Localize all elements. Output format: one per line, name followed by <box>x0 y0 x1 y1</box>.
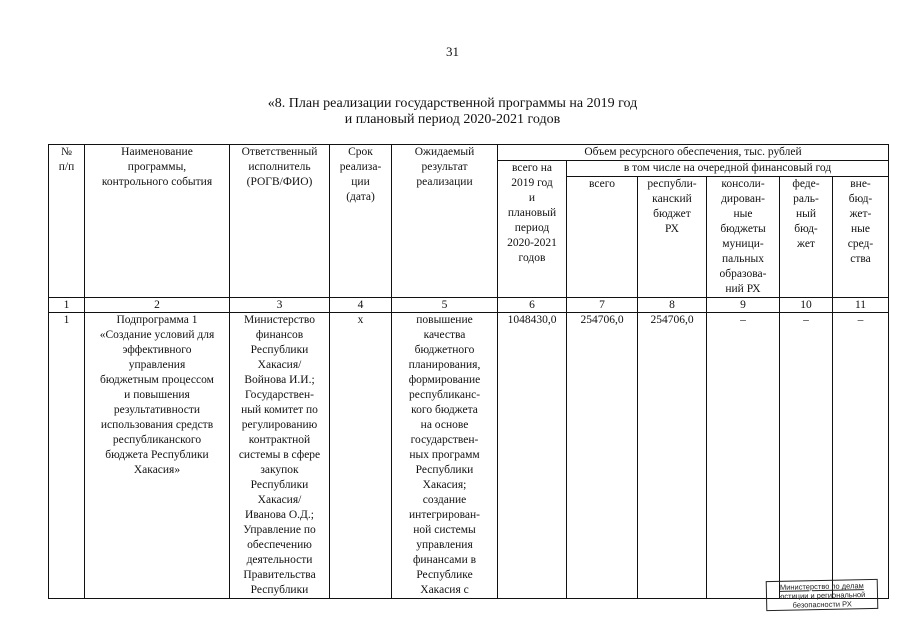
column-number: 4 <box>330 298 392 313</box>
row-result: повышение качества бюджетного планирования, формирование республиканс- кого бюджета на основе государствен- ных программ Республики Хакасия; создание интегрирован- ной системы управления финансами в Республике Хакасия с <box>392 313 498 599</box>
header-federal: феде- раль- ный бюд- жет <box>780 177 833 298</box>
title-line-2: и плановый период 2020-2021 годов <box>344 112 561 127</box>
row-extra: – <box>833 313 889 599</box>
column-number-row <box>49 298 889 313</box>
header-row-1 <box>49 145 889 161</box>
plan-table <box>48 144 889 599</box>
column-number: 11 <box>833 298 889 313</box>
header-total-all: всего на 2019 год и плановый период 2020-2021 годов <box>498 161 567 298</box>
column-number: 10 <box>780 298 833 313</box>
row-total-all: 1048430,0 <box>498 313 567 599</box>
row-name: Подпрограмма 1 «Создание условий для эффективного управления бюджетным процессом и повышения результативности использования средств республиканского бюджета Республики Хакасия» <box>85 313 230 599</box>
column-number: 6 <box>498 298 567 313</box>
header-result: Ожидаемый результат реализации <box>392 145 498 298</box>
document-title <box>0 96 905 128</box>
column-number: 2 <box>85 298 230 313</box>
header-num: № п/п <box>49 145 85 298</box>
row-num: 1 <box>49 313 85 599</box>
header-consolidated: консоли- дирован- ные бюджеты муници- пальных образова- ний РХ <box>707 177 780 298</box>
column-number: 1 <box>49 298 85 313</box>
header-incl-year: в том числе на очередной финансовый год <box>567 161 889 177</box>
header-name: Наименование программы, контрольного события <box>85 145 230 298</box>
row-total: 254706,0 <box>567 313 638 599</box>
header-responsible: Ответственный исполнитель (РОГВ/ФИО) <box>230 145 330 298</box>
page-number: 31 <box>446 44 459 59</box>
column-number: 7 <box>567 298 638 313</box>
stamp-line-2: юстиции и региональной <box>778 590 866 601</box>
table-row <box>49 313 889 599</box>
row-federal: – <box>780 313 833 599</box>
row-term: х <box>330 313 392 599</box>
header-term: Срок реализа- ции (дата) <box>330 145 392 298</box>
column-number: 8 <box>638 298 707 313</box>
header-funding: Объем ресурсного обеспечения, тыс. рублей <box>498 145 889 161</box>
row-responsible: Министерство финансов Республики Хакасия/ Войнова И.И.; Государствен- ный комитет по регулированию контрактной системы в сфере закупок Республики Хакасия/ Иванова О.Д.; Управление по обеспечению деятельности Правительства Республики <box>230 313 330 599</box>
registration-stamp <box>766 579 879 611</box>
row-consolidated: – <box>707 313 780 599</box>
column-number: 5 <box>392 298 498 313</box>
header-republic: республи- канский бюджет РХ <box>638 177 707 298</box>
stamp-line-1: Министерство по делам <box>779 581 864 592</box>
column-number: 3 <box>230 298 330 313</box>
row-republic: 254706,0 <box>638 313 707 599</box>
header-extra: вне- бюд- жет- ные сред- ства <box>833 177 889 298</box>
header-total: всего <box>567 177 638 298</box>
title-line-1: «8. План реализации государственной программы на 2019 год <box>267 96 638 111</box>
column-number: 9 <box>707 298 780 313</box>
stamp-line-3: безопасности РХ <box>792 599 852 610</box>
